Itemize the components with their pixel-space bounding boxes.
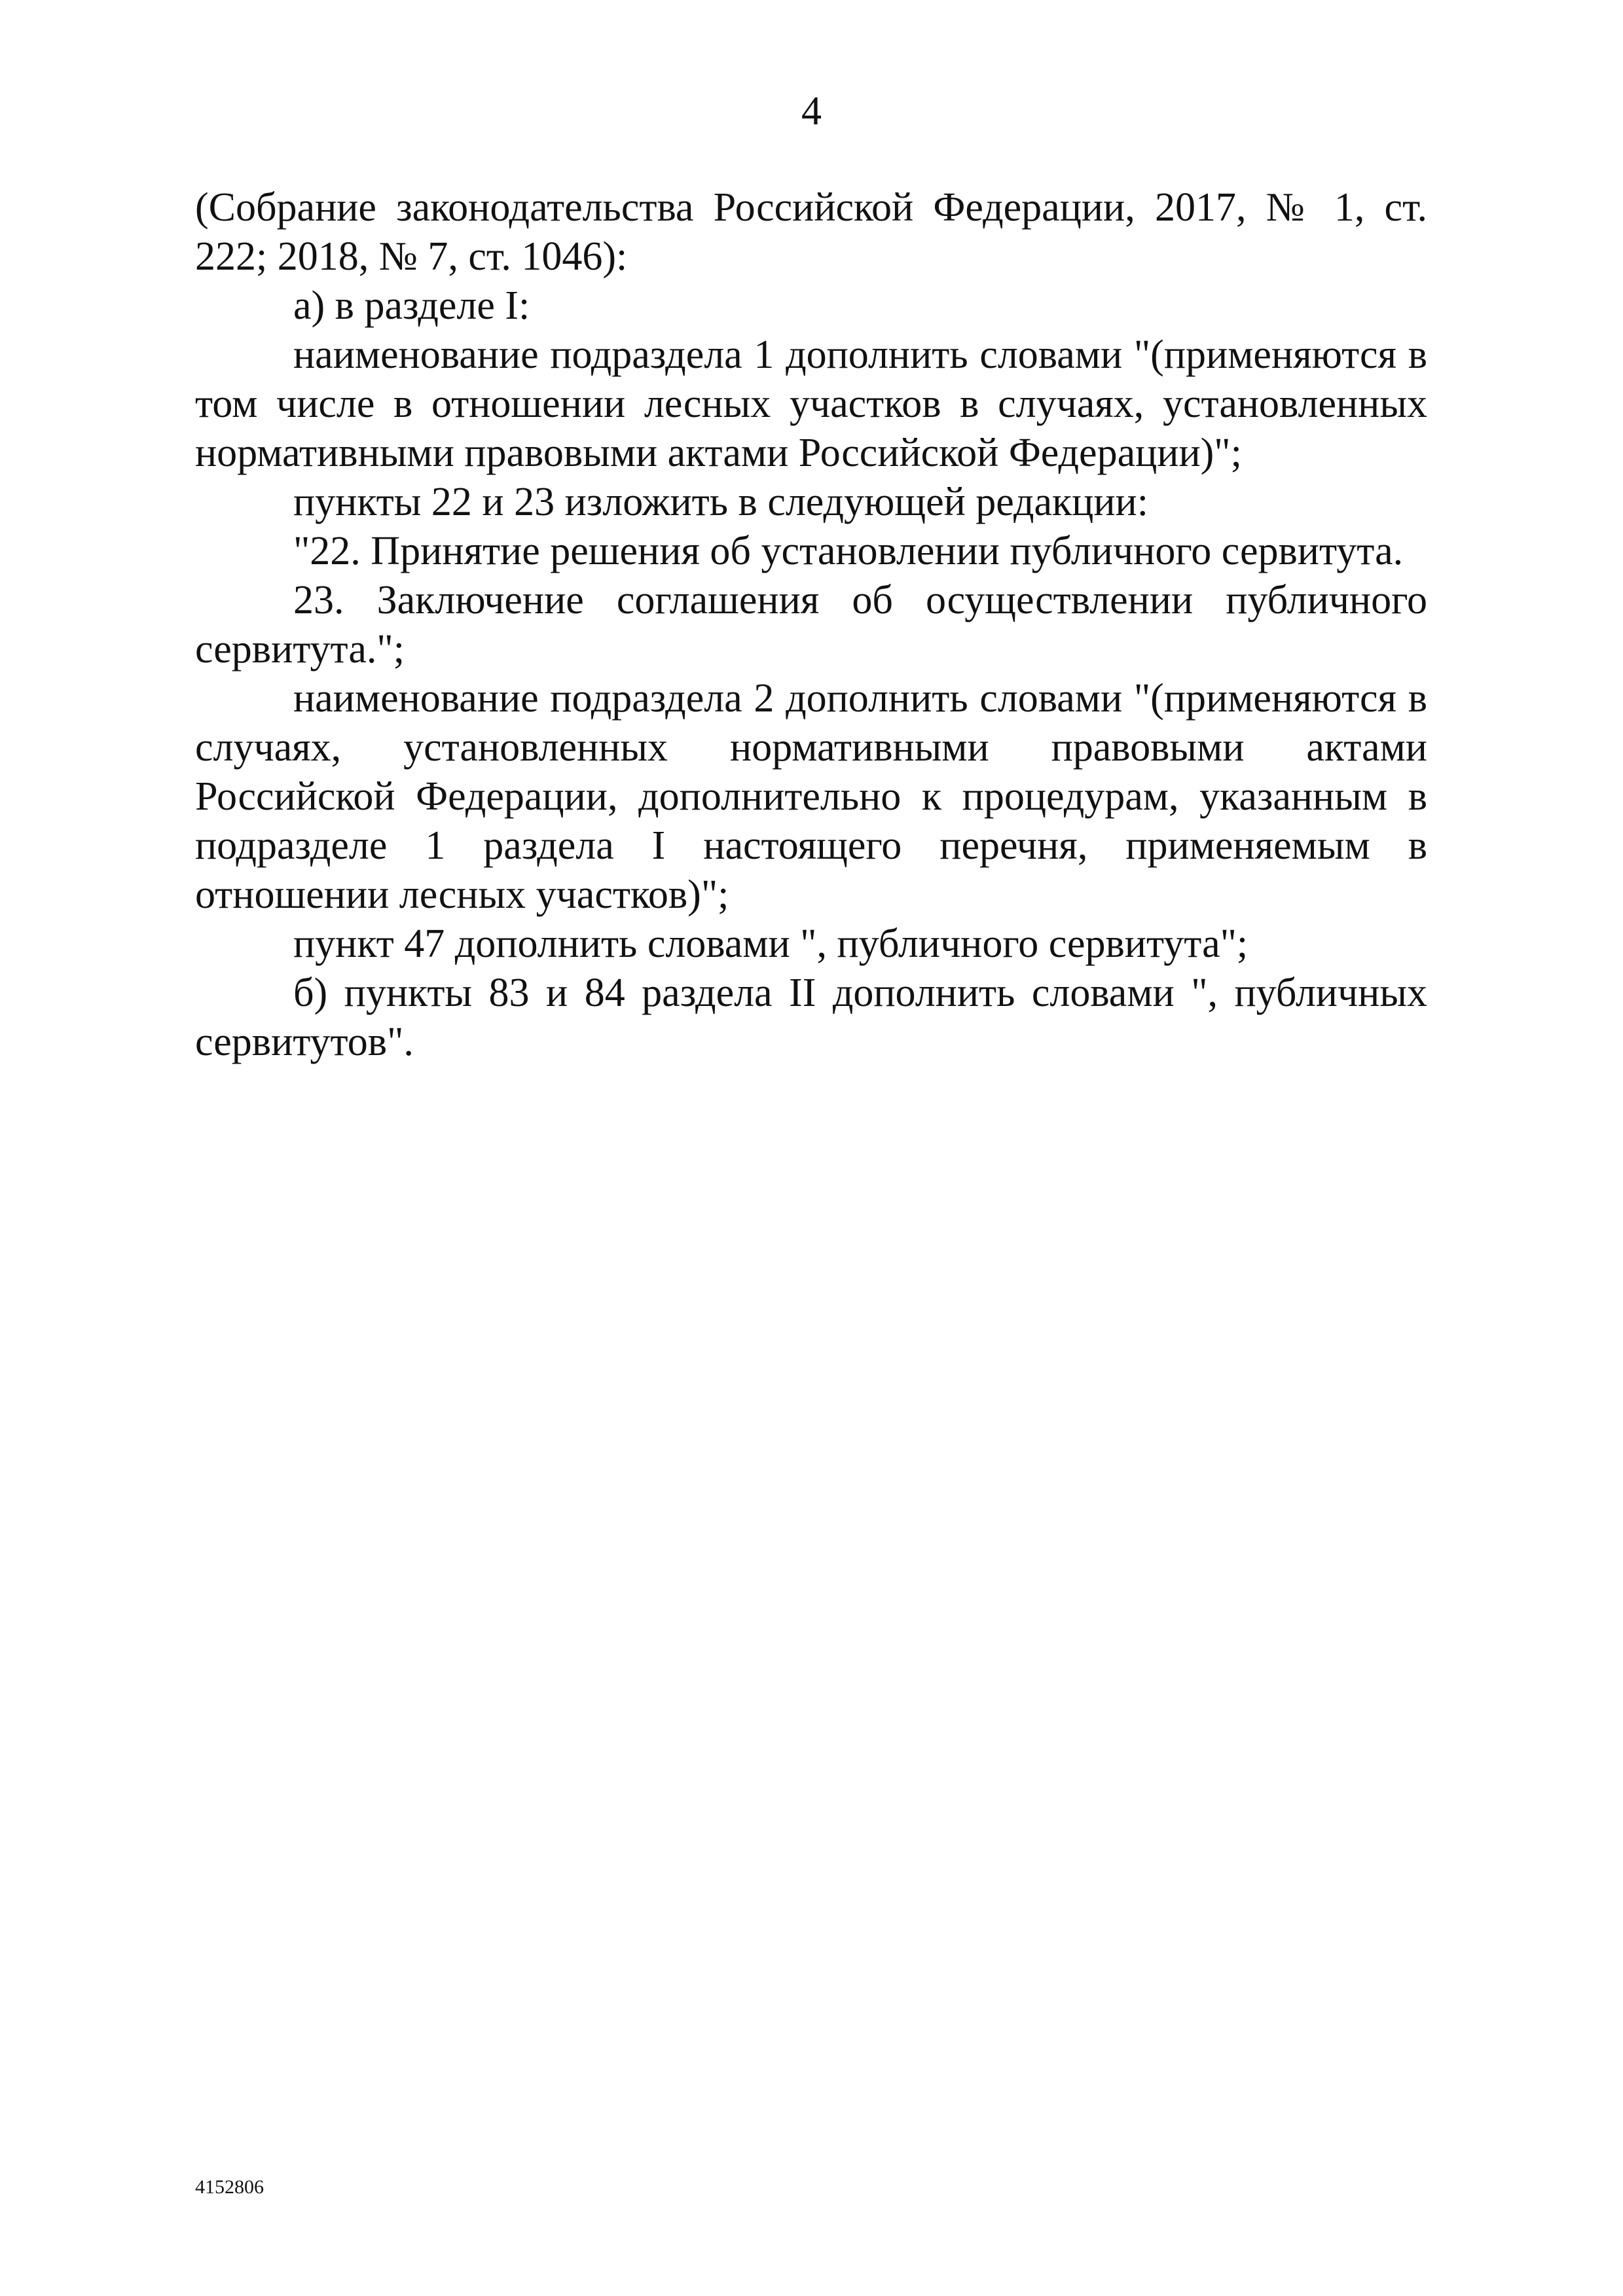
paragraph-items-22-23: пункты 22 и 23 изложить в следующей редакции: <box>293 480 1148 524</box>
paragraph-subsection-2-title: наименование подраздела 2 дополнить словами "(применяются в случаях, установленных нормативными правовыми актами Российской Федерации, дополнительно к процедурам, указанным в подразделе 1 раздела I настоящего перечня, применяемым в отношении лесных участков)"; <box>195 676 1427 917</box>
paragraph-item-47: пункт 47 дополнить словами ", публичного сервитута"; <box>293 922 1249 966</box>
paragraph-section-a: а) в разделе I: <box>293 283 530 328</box>
paragraph-source-citation: (Собрание законодательства Российской Федерации, 2017, № 1, ст. 222; 2018, № 7, ст. 1046): <box>195 185 1427 279</box>
document-body <box>195 183 1427 1067</box>
paragraph-item-23: 23. Заключение соглашения об осуществлении публичного сервитута."; <box>195 578 1427 672</box>
page-number: 4 <box>801 89 822 134</box>
paragraph-subsection-1-title: наименование подраздела 1 дополнить словами "(применяются в том числе в отношении лесных участков в случаях, установленных нормативными правовыми актами Российской Федерации)"; <box>195 332 1427 475</box>
paragraph-section-b: б) пункты 83 и 84 раздела II дополнить словами ", публичных сервитутов". <box>195 971 1427 1064</box>
document-code: 4152806 <box>195 2176 264 2198</box>
paragraph-item-22: "22. Принятие решения об установлении публичного сервитута. <box>293 529 1404 573</box>
